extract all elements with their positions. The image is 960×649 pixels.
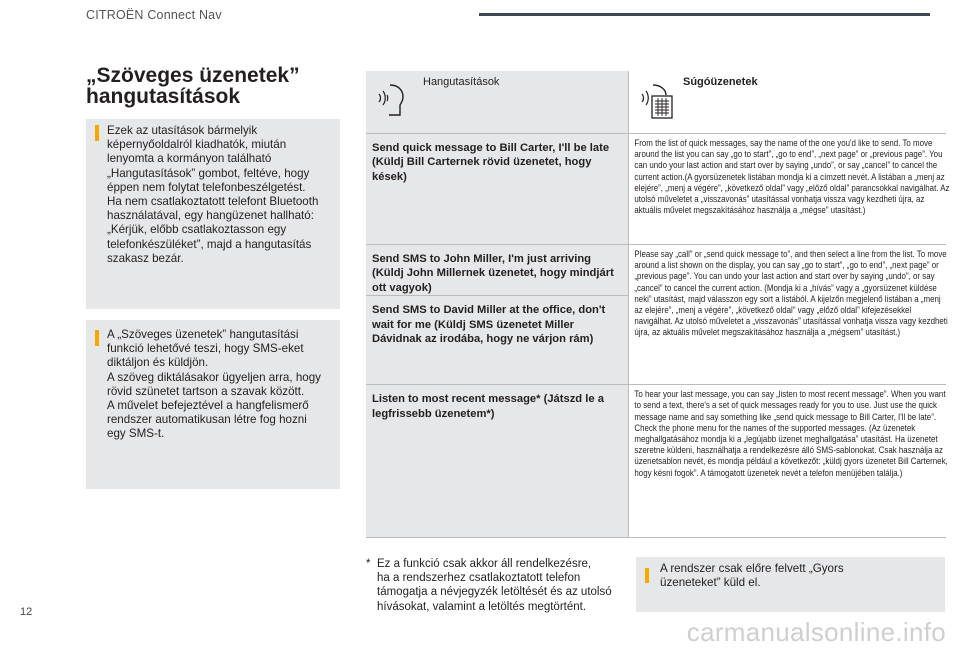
help-cell: From the list of quick messages, say the name of the one you'd like to send. To move around the list you can say „go to start”, „go to end”, „next page” or „previous page”. You can undo your last action and start over by saying „undo”, or say „cancel” to cancel the current action.(A gyorsüzenetek listában mondja ki a címzett nevét. A listában a „menj az elejére”, „menj a végére”, „következő oldal” vagy „előző oldal” parancsokkal navigálhat. Az utolsó műveletet a „visszavonás” utasítással vonhatja vissza vagy kezdheti újra, az aktuális művelet megszakításához használja a „mégse” utasítást.): [629, 134, 947, 245]
command-cell: Send SMS to David Miller at the office, don't wait for me (Küldj SMS üzenetet Miller Dávidnak az irodába, hogy ne várjon rám): [366, 296, 629, 385]
table-header-commands: [366, 71, 629, 134]
info-box-text: Ezek az utasítások bármelyik képernyőoldalról kiadhatók, miután lenyomta a kormányon található „Hangutasítások” gombot, feltéve, hogy éppen nem folytat telefonbeszélgetést. Ha nem csatlakoztatott telefont Bluetooth használatával, egy hangüzenet hallható: „Kérjük, előbb csatlakoztasson egy telefonkészüléket”, majd a hangutasítás szakasz bezár.: [107, 124, 319, 265]
footnote-marker: *: [366, 558, 371, 570]
page-title-line1: „Szöveges üzenetek”: [86, 64, 300, 87]
page-number: 12: [20, 606, 33, 618]
info-box-quick-messages: [636, 557, 945, 612]
voice-command-table: [366, 71, 950, 538]
info-box-sms-dictation: [86, 320, 340, 489]
info-marker-icon: [95, 125, 99, 141]
table-row: [366, 385, 946, 538]
watermark: carmanualsonline.info: [686, 617, 946, 647]
command-cell: Send quick message to Bill Carter, I'll be late (Küldj Bill Carternek rövid üzenetet, hogy kések): [366, 134, 629, 245]
table-header-help-label: Súgóüzenetek: [683, 76, 758, 88]
table-row: [366, 134, 946, 245]
table-header-row: [366, 71, 946, 134]
page-title: [86, 65, 346, 107]
header-rule: [479, 13, 930, 16]
info-marker-icon: [645, 568, 649, 583]
command-cell: Send SMS to John Miller, I'm just arriving (Küldj John Millernek üzenetet, hogy mindjárt ott vagyok): [366, 245, 629, 296]
header-brand: CITROËN Connect Nav: [86, 8, 222, 22]
command-cell: Listen to most recent message* (Játszd le a legfrissebb üzenetem*): [366, 385, 629, 538]
footnote: [366, 557, 631, 614]
footnote-text: Ez a funkció csak akkor áll rendelkezésre, ha a rendszerhez csatlakoztatott telefon támogatja a névjegyzék letöltését és az utolsó hívásokat, valamint a letöltés megtörtént.: [377, 558, 612, 613]
table-header-commands-label: Hangutasítások: [423, 76, 500, 88]
table-row: [366, 245, 946, 296]
page-title-line2: hangutasítások: [86, 85, 241, 108]
table-header-help: [629, 71, 947, 134]
help-cell: To hear your last message, you can say „listen to most recent message”. When you want to send a text, there's a set of quick messages ready for you to use. Just use the quick message name and say something like „send quick message to Bill Carter, I'll be late”. Check the phone menu for the names of the supported messages. (Az üzenetek meghallgatásához mondja ki a „legújabb üzenet meghallgatása” utasítást. Ha üzenetet szeretne küldeni, használhatja a rendelkezésre álló SMS-sablonokat. Csak használja az üzenetsablon nevét, és mondja például a következőt: „küldj gyors üzenetet Bill Carternek, hogy késni fogok”. A támogatott üzenetek nevét a telefon menüjében találja.): [629, 385, 947, 538]
info-box-text: A „Szöveges üzenetek” hangutasítási funkció lehetővé teszi, hogy SMS-eket diktáljon és küldjön. A szöveg diktálásakor ügyeljen arra, hogy rövid szünetet tartson a szavak között. A művelet befejeztével a hangfelismerő rendszer automatikusan létre fog hozni egy SMS-t.: [107, 328, 321, 441]
help-message-icon: [639, 83, 673, 119]
info-box-text: A rendszer csak előre felvett „Gyors üzeneteket” küld el.: [660, 562, 844, 590]
help-cell: Please say „call” or „send quick message to”, and then select a line from the list. To move around a list shown on the display, you can say „go to start”, „go to end”, „next page” or „previous page”. You can undo your last action and start over by saying „undo”, or say „cancel” to cancel the current action. (Mondja ki a „hívás” vagy a „gyorsüzenet küldése neki” utasítást, majd válasszon egy sort a listából. A kijelzőn megjelenő listában a „menj az elejére”, „menj a végére”, „következő oldal” vagy „előző oldal” kifejezésekkel navigálhat. Az utolsó műveletet a „visszavonás” utasítással vonhatja vissza vagy kezdheti újra, az aktuális művelet megszakításához használja a „mégsem” utasítást.): [629, 245, 947, 385]
info-box-usage: [86, 119, 340, 309]
voice-command-icon: [376, 83, 406, 117]
info-marker-icon: [95, 330, 99, 346]
